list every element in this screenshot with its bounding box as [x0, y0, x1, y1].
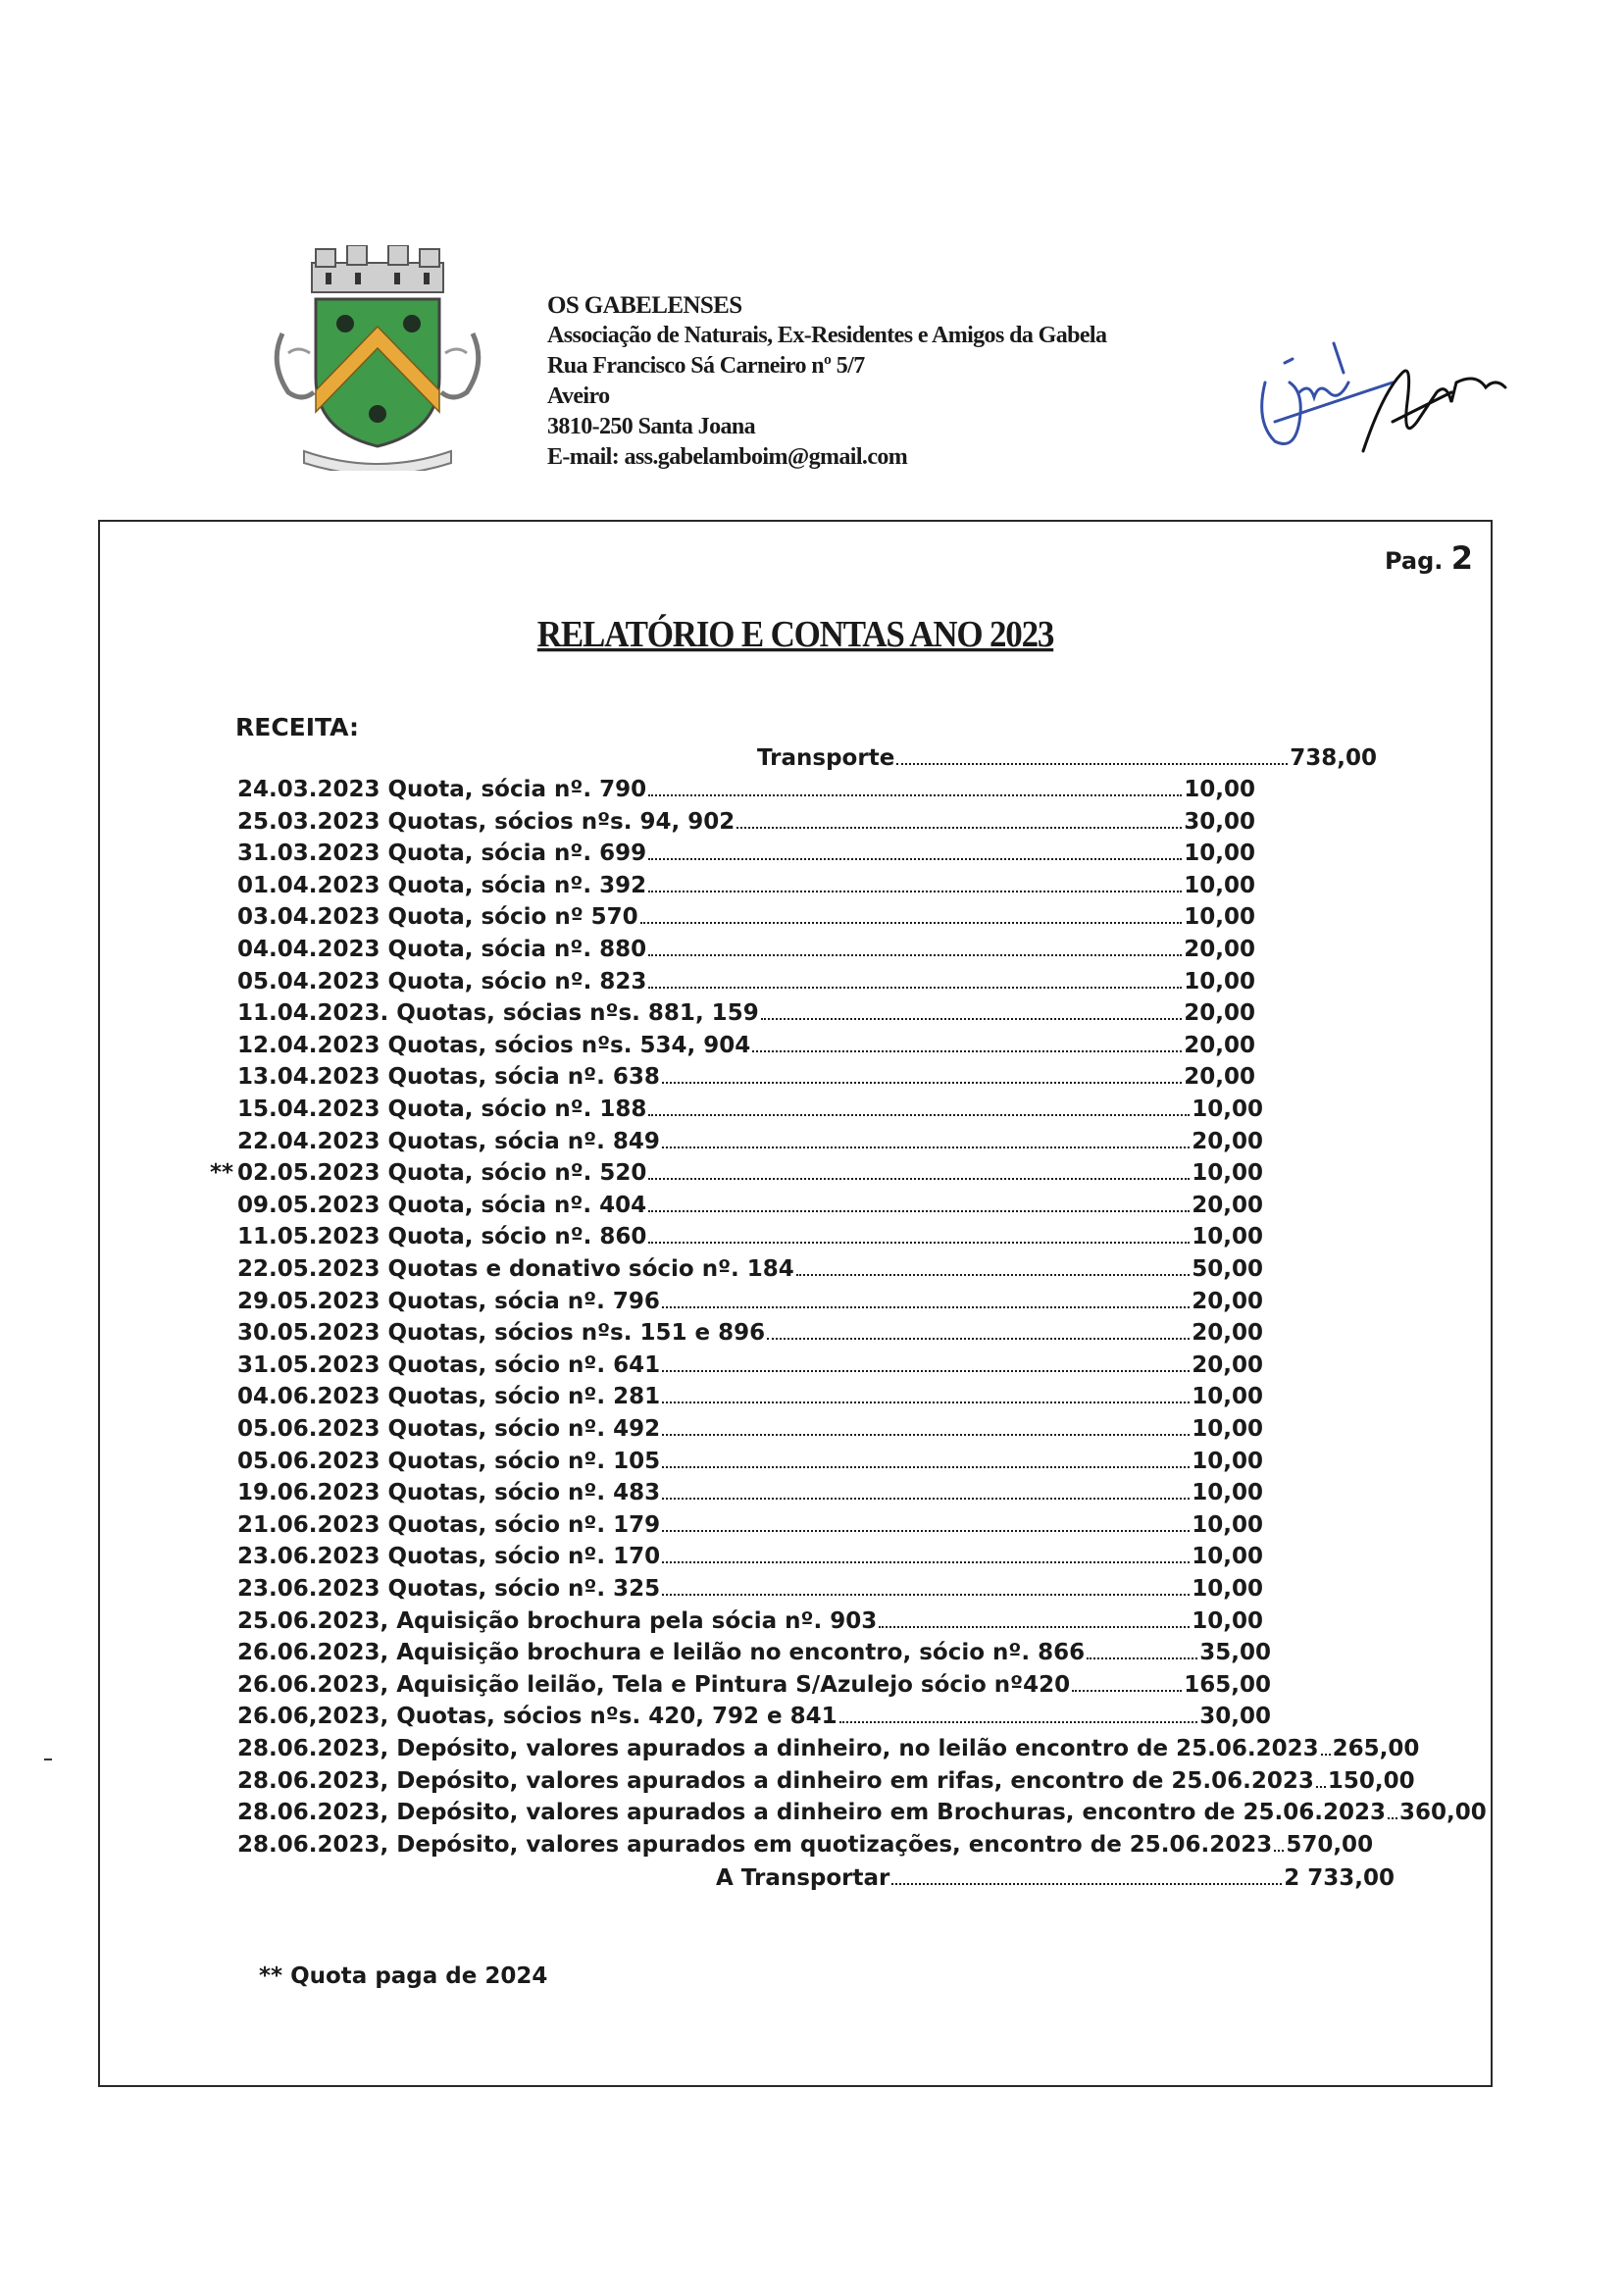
entry-amount: 50,00	[1192, 1256, 1263, 1282]
organization-city: Aveiro	[547, 383, 610, 409]
ledger-row	[237, 1256, 1263, 1282]
entry-amount: 20,00	[1192, 1192, 1263, 1218]
organization-name: OS GABELENSES	[547, 292, 742, 319]
entry-description: 28.06.2023, Depósito, valores apurados a dinheiro em rifas, encontro de 25.06.2023	[237, 1767, 1314, 1794]
entry-description: 12.04.2023 Quotas, sócios nºs. 534, 904	[237, 1032, 751, 1058]
entry-description: 30.05.2023 Quotas, sócios nºs. 151 e 896	[237, 1320, 766, 1347]
leader-dots	[1072, 1690, 1182, 1692]
ledger-row	[237, 1480, 1263, 1505]
ledger-row	[237, 1831, 1374, 1858]
leader-dots	[662, 1370, 1190, 1372]
leader-dots	[1388, 1817, 1397, 1819]
entry-amount: 10,00	[1192, 1480, 1263, 1506]
ledger-row	[237, 1000, 1255, 1026]
entry-amount: 10,00	[1184, 777, 1255, 802]
entry-description: 15.04.2023 Quota, sócio nº. 188	[237, 1096, 647, 1122]
entry-description: 25.03.2023 Quotas, sócios nºs. 94, 902	[237, 808, 736, 835]
entry-description: 26.06.2023, Aquisição leilão, Tela e Pintura S/Azulejo sócio nº420	[237, 1671, 1071, 1698]
leader-dots	[736, 827, 1182, 829]
transport-out-row	[716, 1865, 1395, 1891]
ledger-row	[237, 1608, 1263, 1634]
entry-amount: 20,00	[1184, 1032, 1255, 1058]
entry-description: 22.04.2023 Quotas, sócia nº. 849	[237, 1128, 660, 1154]
ledger-row	[237, 1640, 1271, 1665]
leader-dots	[896, 763, 1288, 765]
ledger-row	[237, 1416, 1263, 1442]
leader-dots	[648, 794, 1182, 796]
leader-dots	[662, 1530, 1190, 1532]
entry-description: 22.05.2023 Quotas e donativo sócio nº. 184	[237, 1256, 794, 1282]
entry-amount: 10,00	[1192, 1160, 1263, 1187]
entry-amount: 10,00	[1192, 1576, 1263, 1602]
ledger-row	[237, 1320, 1263, 1346]
entry-marker: **	[210, 1160, 234, 1187]
leader-dots	[662, 1466, 1190, 1468]
report-title: RELATÓRIO E CONTAS ANO 2023	[536, 613, 1054, 655]
leader-dots	[879, 1626, 1190, 1628]
entry-description: 21.06.2023 Quotas, sócio nº. 179	[237, 1511, 661, 1538]
section-heading: RECEITA:	[235, 713, 359, 741]
entry-amount: 20,00	[1192, 1320, 1263, 1347]
entry-amount: 10,00	[1192, 1416, 1263, 1442]
entry-amount: 10,00	[1184, 872, 1255, 898]
entry-amount: 265,00	[1332, 1736, 1420, 1761]
entry-description: 05.06.2023 Quotas, sócio nº. 105	[237, 1448, 661, 1474]
leader-dots	[640, 922, 1183, 924]
entry-amount: 10,00	[1192, 1511, 1263, 1538]
ledger-row	[237, 1512, 1263, 1538]
entry-amount: 35,00	[1199, 1640, 1271, 1666]
organization-description: Associação de Naturais, Ex-Residentes e Amigos da Gabela	[547, 323, 1107, 348]
entry-amount: 10,00	[1184, 841, 1255, 867]
leader-dots	[1274, 1850, 1284, 1852]
organization-header	[547, 290, 1106, 473]
leader-dots	[648, 1114, 1190, 1116]
entry-description: 31.05.2023 Quotas, sócio nº. 641	[237, 1351, 661, 1378]
leader-dots	[662, 1561, 1190, 1563]
ledger-row	[237, 1672, 1271, 1698]
organization-email: E-mail: ass.gabelamboim@gmail.com	[547, 444, 908, 470]
ledger-row	[237, 777, 1255, 802]
entry-amount: 20,00	[1184, 1064, 1255, 1091]
transport-out-label: A Transportar	[716, 1865, 890, 1891]
ledger-row	[237, 1064, 1255, 1090]
leader-dots	[662, 1594, 1190, 1596]
ledger-row	[237, 1704, 1271, 1729]
leader-dots	[648, 954, 1182, 956]
entry-amount: 30,00	[1199, 1704, 1271, 1730]
entry-description: 28.06.2023, Depósito, valores apurados em quotizações, encontro de 25.06.2023	[237, 1831, 1273, 1858]
footnote: ** Quota paga de 2024	[259, 1963, 548, 1989]
entry-amount: 20,00	[1192, 1351, 1263, 1378]
ledger-row	[237, 904, 1255, 930]
transport-in-amount: 738,00	[1290, 745, 1377, 771]
coat-of-arms-logo	[265, 245, 490, 471]
ledger-row	[237, 1544, 1263, 1569]
ledger-row	[237, 1224, 1263, 1249]
entry-amount: 570,00	[1286, 1831, 1374, 1858]
leader-dots	[1321, 1754, 1331, 1756]
leader-dots	[648, 858, 1182, 860]
ledger-row	[237, 1352, 1263, 1378]
entry-description: 05.04.2023 Quota, sócio nº. 823	[237, 968, 647, 994]
leader-dots	[662, 1402, 1190, 1403]
leader-dots	[662, 1434, 1190, 1436]
entry-amount: 10,00	[1184, 968, 1255, 994]
entry-description: 11.04.2023. Quotas, sócias nºs. 881, 159	[237, 1000, 759, 1027]
ledger-row	[237, 841, 1255, 866]
entry-amount: 360,00	[1399, 1800, 1487, 1826]
leader-dots	[761, 1018, 1183, 1020]
leader-dots	[796, 1274, 1190, 1276]
ledger-row	[237, 969, 1255, 994]
transport-in-label: Transporte	[757, 745, 895, 771]
entry-amount: 10,00	[1192, 1448, 1263, 1474]
entry-description: 04.06.2023 Quotas, sócio nº. 281	[237, 1384, 661, 1410]
entry-description: 02.05.2023 Quota, sócio nº. 520	[237, 1160, 647, 1187]
leader-dots	[1316, 1786, 1326, 1788]
entry-description: 19.06.2023 Quotas, sócio nº. 483	[237, 1480, 661, 1506]
ledger-row	[237, 1449, 1263, 1474]
entry-description: 28.06.2023, Depósito, valores apurados a dinheiro em Brochuras, encontro de 25.06.2023	[237, 1800, 1387, 1826]
scan-mark	[44, 1759, 52, 1760]
transport-out-amount: 2 733,00	[1284, 1865, 1395, 1891]
ledger-row	[237, 1289, 1263, 1314]
entry-description: 23.06.2023 Quotas, sócio nº. 170	[237, 1544, 661, 1570]
ledger-row	[237, 1160, 1263, 1186]
entry-description: 28.06.2023, Depósito, valores apurados a dinheiro, no leilão encontro de 25.06.2023	[237, 1736, 1319, 1761]
transport-in-row	[757, 745, 1377, 771]
entry-description: 09.05.2023 Quota, sócia nº. 404	[237, 1192, 647, 1218]
entry-description: 11.05.2023 Quota, sócio nº. 860	[237, 1224, 647, 1250]
entry-amount: 150,00	[1327, 1767, 1415, 1794]
leader-dots	[891, 1883, 1282, 1885]
entry-amount: 10,00	[1192, 1096, 1263, 1122]
leader-dots	[662, 1306, 1190, 1308]
ledger-row	[237, 937, 1255, 962]
ledger-row	[237, 1736, 1420, 1761]
entry-amount: 20,00	[1184, 1000, 1255, 1027]
leader-dots	[648, 891, 1182, 892]
entry-description: 26.06.2023, Aquisição brochura e leilão no encontro, sócio nº. 866	[237, 1640, 1086, 1666]
entry-amount: 10,00	[1192, 1384, 1263, 1410]
entry-amount: 10,00	[1184, 904, 1255, 931]
ledger-row	[237, 1193, 1263, 1218]
ledger-row	[237, 1800, 1487, 1826]
entry-amount: 165,00	[1184, 1671, 1271, 1698]
entry-description: 26.06,2023, Quotas, sócios nºs. 420, 792 e 841	[237, 1704, 837, 1730]
page-number-label: Pag.	[1384, 547, 1444, 575]
leader-dots	[839, 1721, 1198, 1723]
leader-dots	[648, 1242, 1190, 1244]
leader-dots	[662, 1082, 1182, 1084]
leader-dots	[662, 1147, 1190, 1148]
ledger-row	[237, 809, 1255, 835]
entry-description: 03.04.2023 Quota, sócio nº 570	[237, 904, 638, 931]
leader-dots	[648, 1178, 1190, 1180]
leader-dots	[767, 1338, 1190, 1340]
leader-dots	[752, 1050, 1182, 1052]
entry-description: 29.05.2023 Quotas, sócia nº. 796	[237, 1288, 660, 1314]
entry-amount: 20,00	[1184, 937, 1255, 962]
ledger-row	[237, 1129, 1263, 1154]
report-box	[98, 520, 1493, 2087]
leader-dots	[648, 1210, 1190, 1212]
entry-description: 31.03.2023 Quota, sócia nº. 699	[237, 841, 647, 867]
entry-amount: 20,00	[1192, 1288, 1263, 1314]
ledger-row	[237, 1576, 1263, 1602]
ledger-row	[237, 1096, 1263, 1122]
leader-dots	[648, 987, 1182, 989]
entry-amount: 10,00	[1192, 1224, 1263, 1250]
leader-dots	[662, 1498, 1190, 1500]
handwritten-signatures	[1245, 284, 1520, 481]
page-number	[1385, 539, 1473, 577]
ledger-row	[237, 1767, 1415, 1794]
ledger-row	[237, 1033, 1255, 1058]
entry-description: 23.06.2023 Quotas, sócio nº. 325	[237, 1576, 661, 1602]
ledger-row	[237, 1384, 1263, 1409]
entry-description: 13.04.2023 Quotas, sócia nº. 638	[237, 1064, 660, 1091]
organization-street: Rua Francisco Sá Carneiro nº 5/7	[547, 353, 865, 379]
leader-dots	[1087, 1657, 1197, 1659]
page-number-value: 2	[1450, 539, 1473, 577]
entry-description: 25.06.2023, Aquisição brochura pela sócia nº. 903	[237, 1607, 878, 1634]
entry-amount: 30,00	[1184, 808, 1255, 835]
entry-amount: 10,00	[1192, 1607, 1263, 1634]
entry-description: 05.06.2023 Quotas, sócio nº. 492	[237, 1416, 661, 1442]
entry-description: 04.04.2023 Quota, sócia nº. 880	[237, 937, 647, 962]
entry-description: 24.03.2023 Quota, sócia nº. 790	[237, 777, 647, 802]
ledger-row	[237, 873, 1255, 898]
organization-postal-code: 3810-250 Santa Joana	[547, 414, 756, 439]
entry-amount: 20,00	[1192, 1128, 1263, 1154]
entry-amount: 10,00	[1192, 1544, 1263, 1570]
entry-description: 01.04.2023 Quota, sócia nº. 392	[237, 872, 647, 898]
